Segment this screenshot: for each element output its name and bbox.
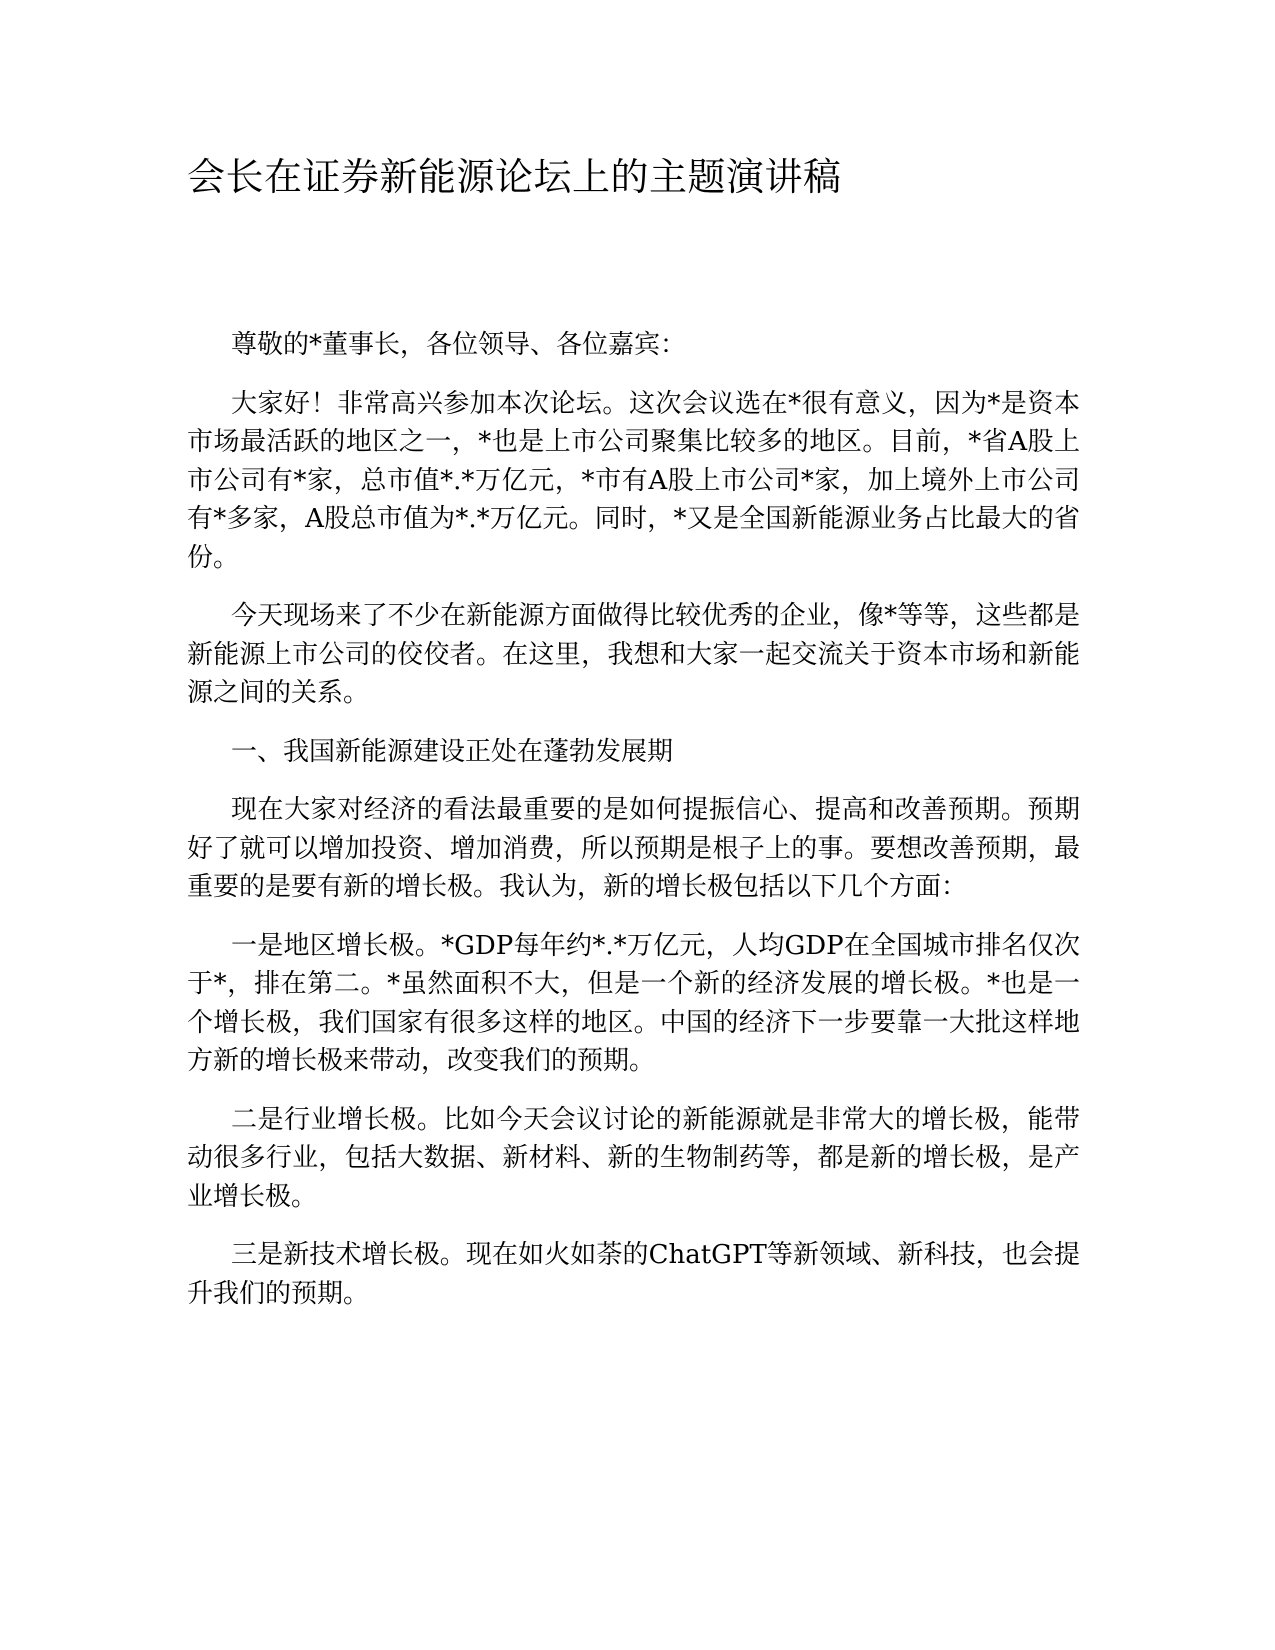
salutation-paragraph: 尊敬的*董事长，各位领导、各位嘉宾： (231, 330, 687, 360)
section-heading: 一、我国新能源建设正处在蓬勃发展期 (231, 736, 674, 767)
paragraph: 今天现场来了不少在新能源方面做得比较优秀的企业，像*等等，这些都是新能源上市公司的佼佼者。在这里，我想和大家一起交流关于资本市场和新能源之间的关系。 (187, 601, 1080, 708)
document-body (187, 326, 1080, 1333)
document-title: 会长在证券新能源论坛上的主题演讲稿 (187, 155, 842, 199)
paragraph: 现在大家对经济的看法最重要的是如何提振信心、提高和改善预期。预期好了就可以增加投资、增加消费，所以预期是根子上的事。要想改善预期，最重要的是要有新的增长极。我认为，新的增长极包括以下几个方面： (187, 795, 1080, 902)
paragraph: 三是新技术增长极。现在如火如荼的ChatGPT等新领域、新科技，也会提升我们的预期。 (187, 1240, 1080, 1309)
paragraph: 一是地区增长极。*GDP每年约*.*万亿元，人均GDP在全国城市排名仅次于*，排在第二。*虽然面积不大，但是一个新的经济发展的增长极。*也是一个增长极，我们国家有很多这样的地区。中国的经济下一步要靠一大批这样地方新的增长极来带动，改变我们的预期。 (187, 930, 1080, 1076)
paragraph: 大家好！非常高兴参加本次论坛。这次会议选在*很有意义，因为*是资本市场最活跃的地区之一，*也是上市公司聚集比较多的地区。目前，*省A股上市公司有*家，总市值*.*万亿元，*市有A股上市公司*家，加上境外上市公司有*多家，A股总市值为*.*万亿元。同时，*又是全国新能源业务占比最大的省份。 (187, 388, 1080, 573)
paragraph: 二是行业增长极。比如今天会议讨论的新能源就是非常大的增长极，能带动很多行业，包括大数据、新材料、新的生物制药等，都是新的增长极，是产业增长极。 (187, 1104, 1080, 1212)
